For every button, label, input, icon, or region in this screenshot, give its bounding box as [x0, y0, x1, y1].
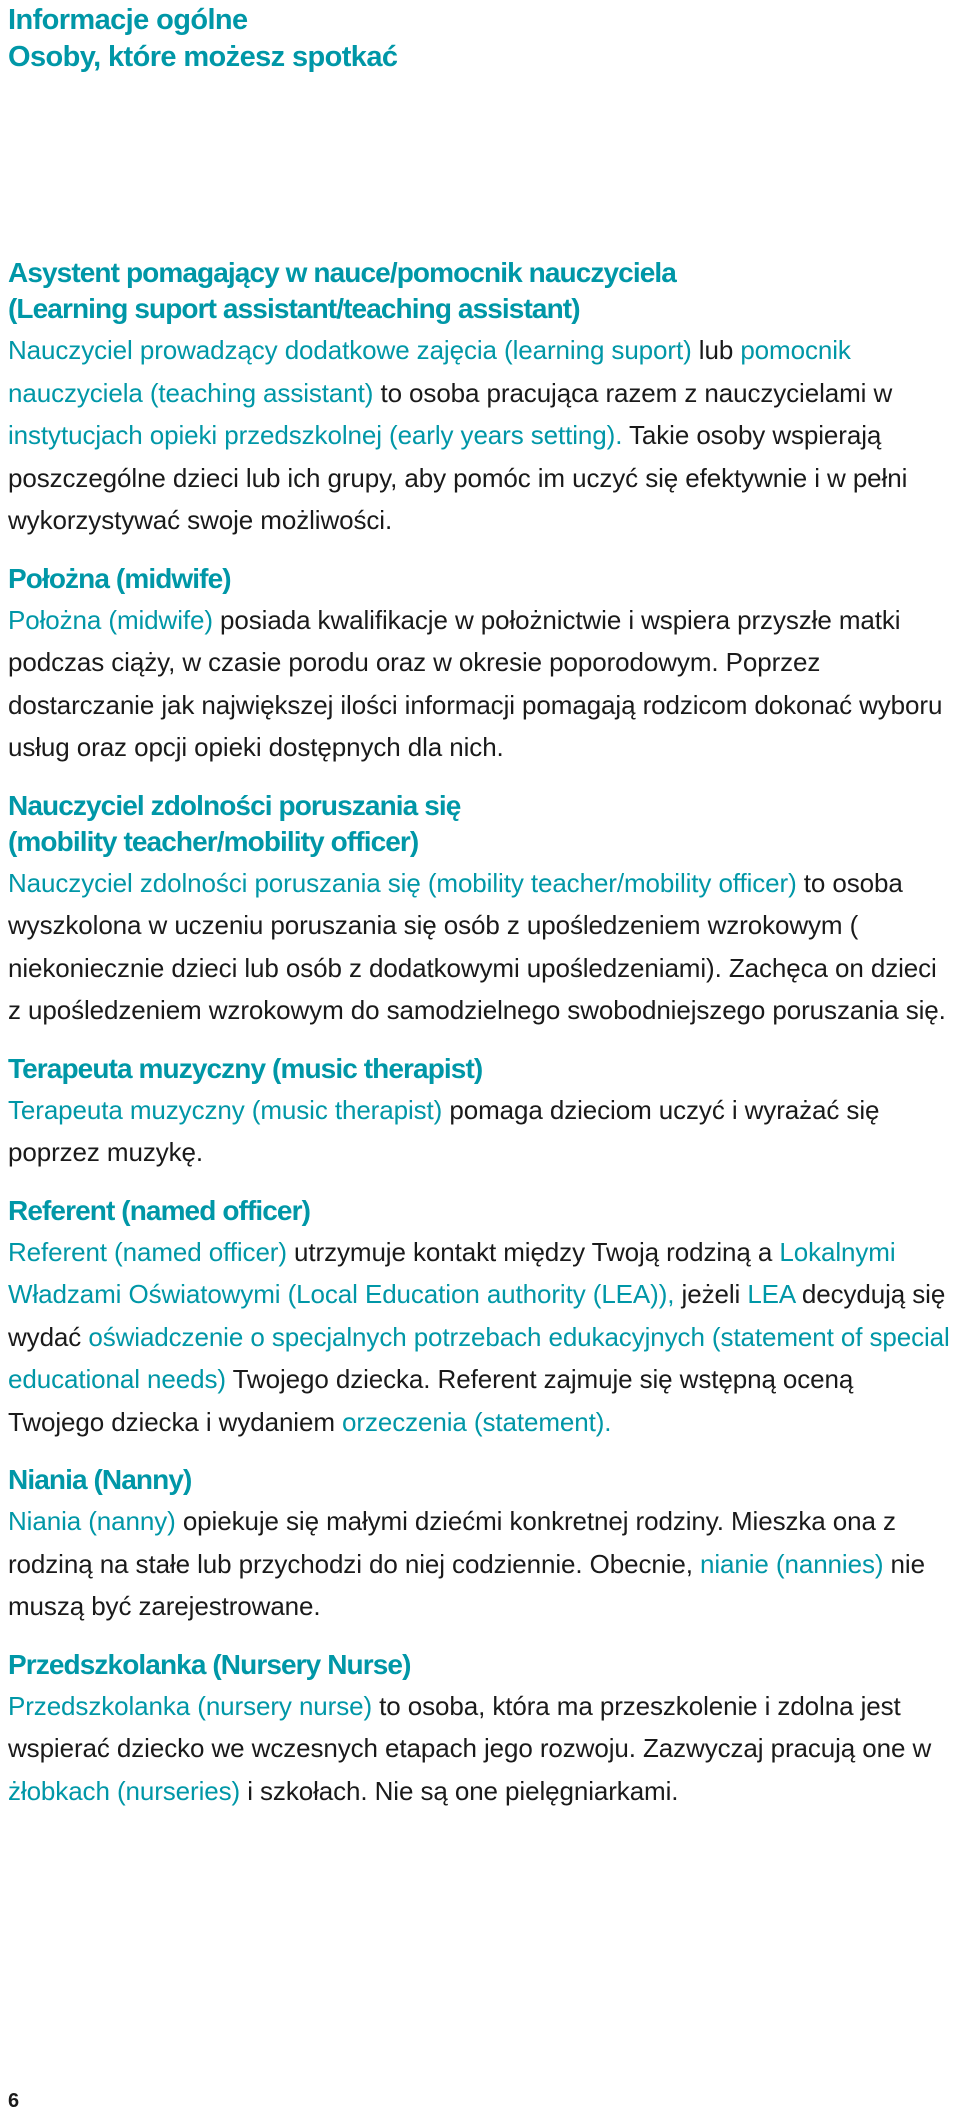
entry-title-line: Referent (named officer): [8, 1194, 311, 1226]
entry-title: [8, 1462, 953, 1498]
page-number: 6: [8, 2090, 20, 2112]
entry-description: [8, 1089, 953, 1174]
description-text: to osoba wyszkolona w uczeniu poruszania się osób z upośledzeniem wzrokowym ( niekoniecznie dzieci lub osób z dodatkowymi upośledzeniami). Zachęca on dzieci z upośledzeniem wzrokowym do samodzielnego swobodniejszego poruszania się.: [8, 867, 946, 1025]
glossary-entry: [8, 1051, 953, 1174]
highlighted-term: Nauczyciel prowadzący dodatkowe zajęcia (learning suport): [8, 335, 692, 365]
highlighted-term: nianie (nannies): [700, 1548, 884, 1579]
entry-title: [8, 1647, 953, 1683]
description-text: Takie osoby wspierają poszczególne dzieci lub ich grupy, aby pomóc im uczyć się efektywnie i w pełni wykorzystywać swoje możliwości.: [8, 420, 908, 535]
entry-title-line: (mobility teacher/mobility officer): [8, 825, 419, 857]
entry-title-line: Asystent pomagający w nauce/pomocnik nauczyciela: [8, 257, 676, 288]
entry-title: [8, 1051, 953, 1087]
highlighted-term: Lokalnymi Władzami Oświatowymi (Local Education authority (LEA)),: [8, 1236, 896, 1309]
highlighted-term: orzeczenia (statement).: [342, 1406, 612, 1437]
header-subtitle: Osoby, które możesz spotkać: [8, 41, 398, 73]
highlighted-term: pomocnik nauczyciela (teaching assistant): [8, 335, 851, 408]
glossary-entry: [8, 1647, 953, 1813]
entry-title-line: Nauczyciel zdolności poruszania się: [8, 789, 461, 821]
description-text: jeżeli: [674, 1279, 748, 1309]
entry-title: [8, 1193, 953, 1229]
page-header: [8, 2, 397, 76]
description-text: to osoba, która ma przeszkolenie i zdolna jest wspierać dziecko we wczesnych etapach jego rozwoju. Zazwyczaj pracują one w: [8, 1690, 932, 1763]
description-text: opiekuje się małymi dziećmi konkretnej rodziny. Mieszka ona z rodziną na stałe lub przychodzi do niej codziennie. Obecnie,: [8, 1506, 896, 1579]
description-text: to osoba pracująca razem z nauczycielami w: [373, 377, 893, 408]
highlighted-term: LEA: [747, 1279, 795, 1309]
glossary-entry: [8, 561, 953, 769]
highlighted-term: Referent (named officer): [8, 1236, 287, 1267]
sections-list: [8, 255, 953, 1812]
description-text: nie muszą być zarejestrowane.: [8, 1548, 925, 1621]
highlighted-term: instytucjach opieki przedszkolnej (early years setting).: [8, 420, 623, 450]
highlighted-term: Położna (midwife): [8, 604, 213, 635]
entry-title: [8, 561, 953, 597]
entry-description: [8, 599, 953, 769]
description-text: utrzymuje kontakt między Twoją rodziną a: [286, 1236, 780, 1267]
description-text: Twojego dziecka. Referent zajmuje się wstępną oceną Twojego dziecka i wydaniem: [8, 1364, 854, 1437]
highlighted-term: Terapeuta muzyczny (music therapist): [8, 1094, 443, 1125]
glossary-entry: [8, 255, 953, 542]
description-text: i szkołach. Nie są one pielęgniarkami.: [240, 1775, 679, 1806]
highlighted-term: żłobkach (nurseries): [8, 1775, 241, 1806]
highlighted-term: oświadczenie o specjalnych potrzebach edukacyjnych (statement of special educational needs): [8, 1321, 950, 1394]
glossary-entry: [8, 1462, 953, 1628]
entry-title-line: Położna (midwife): [8, 562, 231, 594]
glossary-entry: [8, 788, 953, 1032]
entry-description: [8, 1500, 953, 1628]
highlighted-term: Niania (nanny): [8, 1506, 176, 1536]
entry-title-line: Przedszkolanka (Nursery Nurse): [8, 1648, 411, 1680]
entry-title: [8, 255, 953, 327]
entry-description: [8, 1685, 953, 1813]
description-text: lub: [691, 335, 741, 365]
entry-title-line: (Learning suport assistant/teaching assistant): [8, 293, 580, 324]
header-title: Informacje ogólne: [8, 4, 248, 36]
glossary-entry: [8, 1193, 953, 1444]
description-text: pomaga dzieciom uczyć i wyrażać się poprzez muzykę.: [8, 1094, 880, 1167]
description-text: decydują się wydać: [8, 1279, 946, 1352]
entry-title: [8, 788, 953, 860]
highlighted-term: Nauczyciel zdolności poruszania się (mobility teacher/mobility officer): [8, 867, 797, 898]
description-text: posiada kwalifikacje w położnictwie i wspiera przyszłe matki podczas ciąży, w czasie porodu oraz w okresie poporodowym. Poprzez dostarczanie jak największej ilości informacji pomagają rodzicom dokonać wyboru usług oraz opcji opieki dostępnych dla nich.: [8, 604, 943, 762]
highlighted-term: Przedszkolanka (nursery nurse): [8, 1690, 373, 1721]
entry-description: [8, 329, 953, 542]
entry-title-line: Terapeuta muzyczny (music therapist): [8, 1052, 483, 1084]
entry-description: [8, 1231, 953, 1444]
entry-description: [8, 862, 953, 1032]
entry-title-line: Niania (Nanny): [8, 1464, 192, 1495]
